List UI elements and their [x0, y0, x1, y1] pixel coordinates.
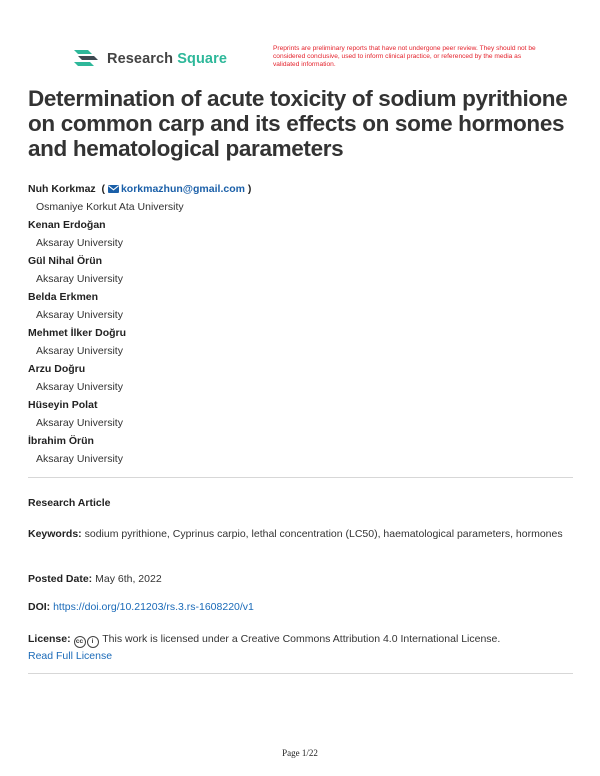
- author-affiliation: Aksaray University: [36, 453, 123, 465]
- divider: [28, 673, 573, 674]
- author-name: Arzu Doğru: [28, 363, 86, 375]
- page-number: Page 1/22: [282, 748, 318, 758]
- preprint-notice: Preprints are preliminary reports that have not undergone peer review. They should not be considered conclusive, used to inform clinical practice, or referenced by the media as validated information.: [273, 45, 536, 69]
- author-name: Kenan Erdoğan: [28, 219, 106, 231]
- author-email-link[interactable]: korkmazhun@gmail.com: [108, 183, 245, 195]
- author-name: İbrahim Örün: [28, 435, 94, 447]
- author-affiliation: Aksaray University: [36, 417, 123, 429]
- posted-date: Posted Date: May 6th, 2022: [28, 573, 162, 585]
- author-name: Gül Nihal Örün: [28, 255, 103, 267]
- author-affiliation: Aksaray University: [36, 381, 123, 393]
- research-square-logo[interactable]: [72, 48, 227, 70]
- author-name: Mehmet İlker Doğru: [28, 327, 127, 339]
- keywords: Keywords: sodium pyrithione, Cyprinus carpio, lethal concentration (LC50), haematological parameters, hormones: [28, 528, 563, 540]
- author-name: Hüseyin Polat: [28, 399, 98, 411]
- author-affiliation: Aksaray University: [36, 345, 123, 357]
- author-name: Belda Erkmen: [28, 291, 99, 303]
- doi-link[interactable]: https://doi.org/10.21203/rs.3.rs-1608220/v1: [53, 601, 254, 613]
- author-affiliation: Osmaniye Korkut Ata University: [36, 201, 184, 213]
- author-name: Nuh Korkmaz ( korkmazhun@gmail.com ): [28, 183, 252, 195]
- author-affiliation: Aksaray University: [36, 309, 123, 321]
- attribution-icon: i: [87, 636, 99, 648]
- mail-icon: [108, 185, 119, 193]
- author-list: [28, 180, 568, 468]
- author-affiliation: Aksaray University: [36, 237, 123, 249]
- logo-text: Research Square: [107, 51, 227, 67]
- research-square-logo-icon: [72, 48, 100, 70]
- creative-commons-icon: cc: [74, 636, 86, 648]
- read-full-license-link[interactable]: Read Full License: [28, 650, 113, 662]
- author-affiliation: Aksaray University: [36, 273, 123, 285]
- article-type: Research Article: [28, 497, 111, 509]
- doi: DOI: https://doi.org/10.21203/rs.3.rs-1608220/v1: [28, 601, 254, 613]
- license: License: cc i This work is licensed under a Creative Commons Attribution 4.0 International License. Read Full License: [28, 633, 501, 662]
- paper-title: Determination of acute toxicity of sodium pyrithione on common carp and its effects on some hormones and hematological parameters: [28, 86, 568, 161]
- divider: [28, 477, 573, 478]
